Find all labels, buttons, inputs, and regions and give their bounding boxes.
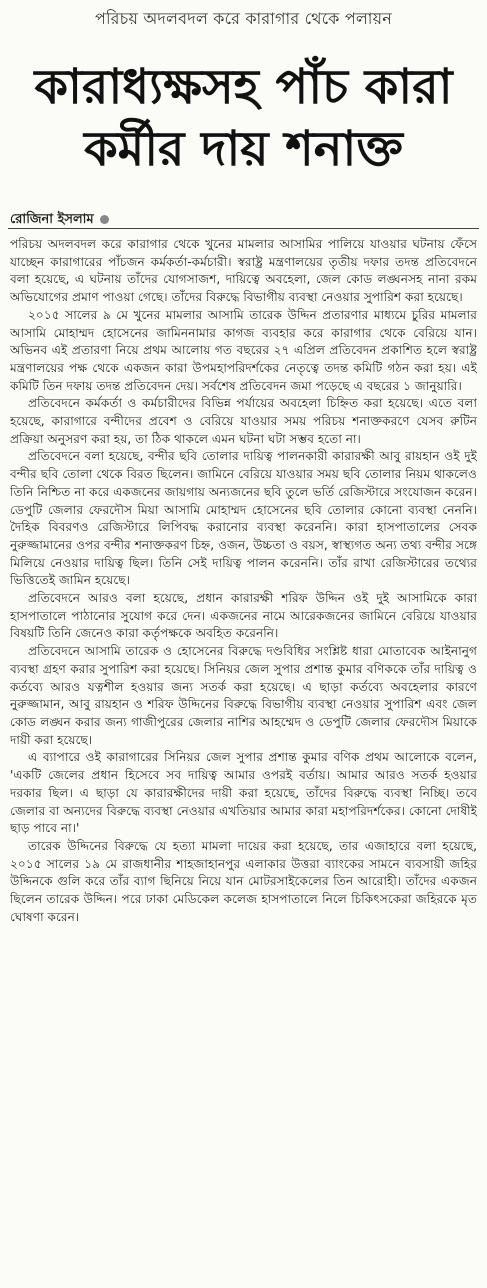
headline-line-1: কারাধ্যক্ষসহ পাঁচ কারা <box>34 59 453 115</box>
article-body <box>10 236 477 1282</box>
kicker: পরিচয় অদলবদল করে কারাগার থেকে পলায়ন <box>94 9 393 28</box>
paragraph: তারেক উদ্দিনের বিরুদ্ধে যে হত্যা মামলা দায়ের করা হয়েছে, তার এজাহারে বলা হয়েছে, ২০১৫ সালের ১৯ মে রাজধানীর শাহজাহানপুর এলাকার উত্তরা ব্যাংকের সামনে ব্যবসায়ী জহির উদ্দিনকে গুলি করে তাঁর ব্যাগ ছিনিয়ে নিয়ে যান মোটরসাইকেলের তিন আরোহী। তাঁদের একজন ছিলেন তারেক উদ্দিন। পরে ঢাকা মেডিকেল কলেজ হাসপাতালে নিলে চিকিৎসকেরা জহিরকে মৃত ঘোষণা করেন। <box>10 838 477 924</box>
headline-line-2: কর্মীর দায় শনাক্ত <box>84 121 403 177</box>
headline <box>0 56 487 180</box>
byline-author: রোজিনা ইসলাম <box>10 212 94 227</box>
paragraph: পরিচয় অদলবদল করে কারাগার থেকে খুনের মামলার আসামির পালিয়ে যাওয়ার ঘটনায় ফেঁসে যাচ্ছেন কারাগারের পাঁচজন কর্মকর্তা-কর্মচারী। স্বরাষ্ট্র মন্ত্রণালয়ের তৃতীয় দফার তদন্ত প্রতিবেদনে বলা হয়েছে, এ ঘটনায় তাঁদের যোগসাজশ, দায়িত্বে অবহেলা, জেল কোড লঙ্ঘনসহ নানা রকম অভিযোগের প্রমাণ পাওয়া গেছে। তাঁদের বিরুদ্ধে বিভাগীয় ব্যবস্থা নেওয়ার সুপারিশ করা হয়েছে। <box>10 237 477 305</box>
paragraph: প্রতিবেদনে আসামি তারেক ও হোসেনের বিরুদ্ধে দণ্ডবিধির সংশ্লিষ্ট ধারা মোতাবেক আইনানুগ ব্যবস্থা গ্রহণ করার সুপারিশ করা হয়েছে। সিনিয়র জেল সুপার প্রশান্ত কুমার বণিককে তাঁর দায়িত্ব ও কর্তব্যে আরও যত্নশীল হওয়ার জন্য সতর্ক করা হয়েছে। এ ছাড়া কর্তব্যে অবহেলার কারণে নুরুজ্জামান, আবু রায়হান ও শরিফ উদ্দিনের বিরুদ্ধে বিভাগীয় ব্যবস্থা নেওয়ার সুপারিশ এবং জেল কোড লঙ্ঘন করার জন্য গাজীপুরের জেলার নাশির আহম্মেদ ও ডেপুটি জেলার ফেরদৌস মিয়াকে দায়ী করা হয়েছে। <box>10 644 477 747</box>
bullet-icon <box>100 215 109 224</box>
paragraph: প্রতিবেদনে বলা হয়েছে, বন্দীর ছবি তোলার দায়িত্ব পালনকারী কারারক্ষী আবু রায়হান ওই দুই বন্দীর ছবি তোলা থেকে বিরত ছিলেন। জামিনে বেরিয়ে যাওয়ার সময় ছবি তোলার নিয়ম থাকলেও তিনি নিশ্চিত না করে একজনের জায়গায় অন্যজনের ছবি তুলে ভর্তি রেজিস্টারে সংযোজন করেন। ডেপুটি জেলার ফেরদৌস মিয়া আসামি মোহাম্মদ হোসেনের ছবি তোলার কোনো ব্যবস্থা নেননি। দৈহিক বিবরণও রেজিস্টারে লিপিবদ্ধ করানোর ব্যবস্থা করেননি। কারা হাসপাতালের সেবক নুরুজ্জামানের ওপর বন্দীর শনাক্তকরণ চিহ্ন, ওজন, উচ্চতা ও বয়স, স্বাস্থ্যগত অন্য তথ্য বন্দীর সঙ্গে মিলিয়ে নেওয়ার দায়িত্ব ছিল। তিনি সেই দায়িত্ব পালন করেননি। তাঁর রাখা রেজিস্টারের তথ্যের ভিত্তিতেই জামিন হয়েছে। <box>10 449 477 588</box>
paragraph: প্রতিবেদনে কর্মকর্তা ও কর্মচারীদের বিভিন্ন পর্যায়ের অবহেলা চিহ্নিত করা হয়েছে। এতে বলা হয়েছে, কারাগারে বন্দীদের প্রবেশ ও বেরিয়ে যাওয়ার সময় পরিচয় শনাক্তকরণে যেসব রুটিন প্রক্রিয়া অনুসরণ করা হয়, তা ঠিক থাকলে এমন ঘটনা ঘটা সম্ভব হতো না। <box>10 396 477 446</box>
paragraph: এ ব্যাপারে ওই কারাগারের সিনিয়র জেল সুপার প্রশান্ত কুমার বণিক প্রথম আলোকে বলেন, 'একটি জেলের প্রধান হিসেবে সব দায়িত্ব আমার ওপরই বর্তায়। আমার আরও সতর্ক হওয়ার দরকার ছিল। এ ছাড়া যে কারারক্ষীদের দায়ী করা হয়েছে, তাঁদের বিরুদ্ধে ব্যবস্থা নিচ্ছি। তবে জেলার বা অন্যদের বিরুদ্ধে ব্যবস্থা নেওয়ার এখতিয়ার আমার কারা মহাপরিদর্শকের। কোনো দোষীই ছাড় পাবে না।' <box>10 750 477 836</box>
paragraph: প্রতিবেদনে আরও বলা হয়েছে, প্রধান কারারক্ষী শরিফ উদ্দিন ওই দুই আসামিকে কারা হাসপাতালে পাঠানোর সুযোগ করে দেন। একজনের নামে আরেকজনের জামিনে বেরিয়ে যাওয়ার বিষয়টি তিনি জেনেও কারা কর্তৃপক্ষকে অবহিত করেননি। <box>10 591 477 641</box>
paragraph: ২০১৫ সালের ৯ মে খুনের মামলার আসামি তারেক উদ্দিন প্রতারণার মাধ্যমে চুরির মামলার আসামি মোহাম্মদ হোসেনের জামিননামার কাগজ ব্যবহার করে কারাগার থেকে বেরিয়ে যান। অভিনব এই প্রতারণা নিয়ে প্রথম আলোয় গত বছরের ২৭ এপ্রিল প্রতিবেদন প্রকাশিত হলে স্বরাষ্ট্র মন্ত্রণালয়ের পক্ষ থেকে একজন কারা উপমহাপরিদর্শকের নেতৃত্বে তদন্ত কমিটি গঠন করা হয়। এই কমিটি তিন দফায় তদন্ত প্রতিবেদন দেয়। সর্বশেষ প্রতিবেদন জমা পড়েছে এ বছরের ১ জানুয়ারি। <box>10 307 477 393</box>
divider <box>8 228 479 229</box>
